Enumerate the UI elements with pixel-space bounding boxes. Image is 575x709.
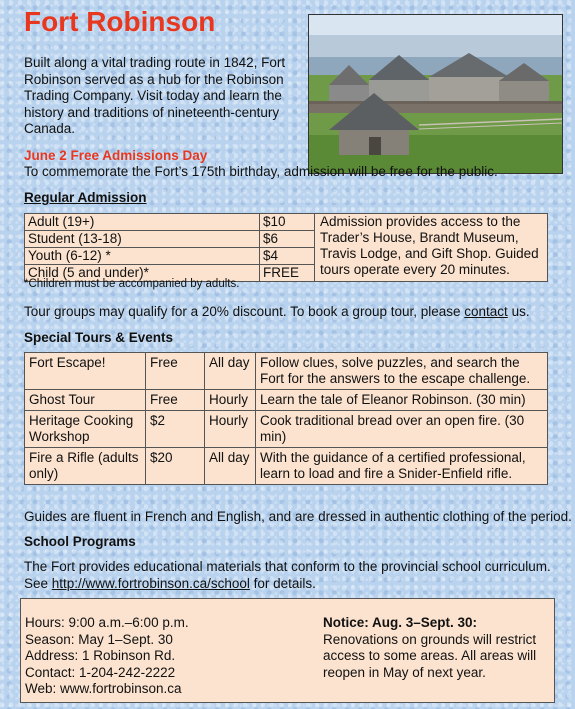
admission-price: FREE (260, 265, 315, 282)
fort-photo (308, 14, 563, 174)
event-name: Ghost Tour (25, 390, 146, 411)
event-time: Hourly (205, 411, 256, 448)
contact-link[interactable]: contact (464, 304, 508, 319)
school-text (24, 558, 559, 592)
admission-note: Admission provides access to the Trader’s House, Brandt Museum, Travis Lodge, and Gift Shop. Guided tours operate every 20 minutes. (315, 214, 548, 282)
school-text-after: for details. (249, 576, 316, 591)
school-link[interactable]: http://www.fortrobinson.ca/school (51, 576, 250, 591)
free-day-heading: June 2 Free Admissions Day (24, 148, 208, 163)
page-title: Fort Robinson (24, 6, 216, 37)
tour-groups-text-after: us. (507, 304, 530, 319)
admission-label: Youth (6-12) * (25, 248, 260, 265)
event-description: Learn the tale of Eleanor Robinson. (30 min) (256, 390, 548, 411)
table-row (25, 214, 548, 231)
event-name: Fort Escape! (25, 353, 146, 390)
admission-price: $10 (260, 214, 315, 231)
address-text: Address: 1 Robinson Rd. (25, 648, 176, 663)
notice (323, 615, 548, 681)
event-price: Free (146, 353, 205, 390)
hours-text: Hours: 9:00 a.m.–6:00 p.m. (25, 615, 189, 630)
free-day-text: To commemorate the Fort’s 175th birthday, admission will be free for the public. (24, 164, 498, 179)
admission-label: Adult (19+) (25, 214, 260, 231)
regular-admission-heading: Regular Admission (24, 190, 147, 205)
event-description: Follow clues, solve puzzles, and search the Fort for the answers to the escape challenge. (256, 353, 548, 390)
event-name: Fire a Rifle (adults only) (25, 448, 146, 485)
admission-price: $4 (260, 248, 315, 265)
guides-text: Guides are fluent in French and English, and are dressed in authentic clothing of the period. (24, 509, 572, 524)
info-details (25, 615, 189, 698)
season-text: Season: May 1–Sept. 30 (25, 631, 173, 647)
event-description: Cook traditional bread over an open fire. (30 min) (256, 411, 548, 448)
admission-label: Child (5 and under)* (25, 265, 260, 282)
event-name: Heritage Cooking Workshop (25, 411, 146, 448)
web-text: Web: www.fortrobinson.ca (25, 681, 182, 696)
table-row (25, 411, 548, 448)
school-programs-heading: School Programs (24, 534, 136, 549)
table-row (25, 390, 548, 411)
event-price: $2 (146, 411, 205, 448)
admission-price: $6 (260, 231, 315, 248)
event-price: $20 (146, 448, 205, 485)
school-text-before: The Fort provides educational materials that conform to the provincial school curriculum. See (24, 559, 551, 591)
event-time: All day (205, 353, 256, 390)
event-time: Hourly (205, 390, 256, 411)
admission-footnote: *Children must be accompanied by adults. (24, 278, 240, 290)
table-row (25, 353, 548, 390)
tour-groups-text-before: Tour groups may qualify for a 20% discount. To book a group tour, please (24, 304, 465, 319)
admission-label: Student (13-18) (25, 231, 260, 248)
notice-text: Renovations on grounds will restrict access to some areas. All areas will reopen in May of next year. (323, 631, 537, 680)
contact-text: Contact: 1-204-242-2222 (25, 664, 176, 680)
event-description: With the guidance of a certified professional, learn to load and fire a Snider-Enfield rifle. (256, 448, 548, 485)
event-time: All day (205, 448, 256, 485)
table-row (25, 448, 548, 485)
intro-text: Built along a vital trading route in 1842, Fort Robinson served as a hub for the Robinson Trading Company. Visit today and learn the history and traditions of nineteenth-century Canada. (24, 55, 286, 136)
notice-title: Notice: Aug. 3–Sept. 30: (323, 615, 478, 630)
event-price: Free (146, 390, 205, 411)
tour-groups-text (24, 304, 530, 319)
special-tours-heading: Special Tours & Events (24, 330, 174, 345)
info-box (20, 598, 555, 703)
admission-table (24, 213, 548, 282)
events-table (24, 352, 548, 485)
